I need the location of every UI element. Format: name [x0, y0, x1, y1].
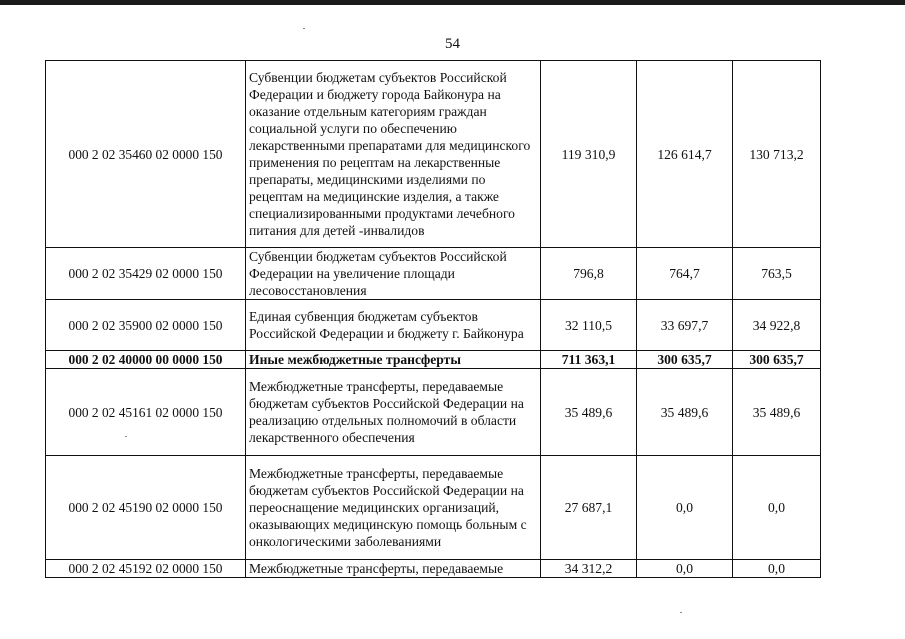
- value-year-2: 33 697,7: [637, 300, 733, 351]
- budget-table: [45, 60, 821, 578]
- budget-code: 000 2 02 45190 02 0000 150: [46, 456, 246, 560]
- item-name: Субвенции бюджетам субъектов Российской Федерации и бюджету города Байконура на оказание отдельным категориям граждан социальной услуги по обеспечению лекарственными препаратами для медицинского применения по рецептам на лекарственные препараты, медицинскими изделиями по рецептам на медицинские изделия, а также специализированными продуктами лечебного питания для детей -инвалидов: [246, 61, 541, 248]
- value-year-2: 35 489,6: [637, 369, 733, 456]
- value-year-3: 130 713,2: [733, 61, 821, 248]
- value-year-1: 32 110,5: [541, 300, 637, 351]
- table-row: [46, 369, 821, 456]
- budget-code: 000 2 02 35460 02 0000 150: [46, 61, 246, 248]
- table-row: [46, 248, 821, 300]
- table-row: [46, 560, 821, 578]
- item-name: Единая субвенция бюджетам субъектов Российской Федерации и бюджету г. Байконура: [246, 300, 541, 351]
- table-row-total: [46, 351, 821, 369]
- scan-speck: [303, 28, 305, 29]
- item-name: Субвенции бюджетам субъектов Российской Федерации на увеличение площади лесовосстановления: [246, 248, 541, 300]
- value-year-3: 35 489,6: [733, 369, 821, 456]
- item-name: Иные межбюджетные трансферты: [246, 351, 541, 369]
- value-year-1: 119 310,9: [541, 61, 637, 248]
- scan-top-edge: [0, 0, 905, 5]
- value-year-3: 0,0: [733, 456, 821, 560]
- item-name: Межбюджетные трансферты, передаваемые бюджетам субъектов Российской Федерации на реализацию отдельных полномочий в области лекарственного обеспечения: [246, 369, 541, 456]
- value-year-1: 711 363,1: [541, 351, 637, 369]
- table-row: [46, 456, 821, 560]
- page-number: 54: [445, 36, 460, 52]
- value-year-1: 34 312,2: [541, 560, 637, 578]
- value-year-3: 34 922,8: [733, 300, 821, 351]
- value-year-3: 300 635,7: [733, 351, 821, 369]
- budget-code: 000 2 02 35429 02 0000 150: [46, 248, 246, 300]
- budget-code: 000 2 02 40000 00 0000 150: [46, 351, 246, 369]
- value-year-2: 126 614,7: [637, 61, 733, 248]
- value-year-1: 27 687,1: [541, 456, 637, 560]
- item-name: Межбюджетные трансферты, передаваемые бюджетам субъектов Российской Федерации на переоснащение медицинских организаций, оказывающих медицинскую помощь больным с онкологическими заболеваниями: [246, 456, 541, 560]
- table-row: [46, 61, 821, 248]
- item-name: Межбюджетные трансферты, передаваемые: [246, 560, 541, 578]
- budget-code: 000 2 02 45161 02 0000 150: [46, 369, 246, 456]
- value-year-1: 796,8: [541, 248, 637, 300]
- value-year-3: 763,5: [733, 248, 821, 300]
- value-year-2: 0,0: [637, 560, 733, 578]
- value-year-2: 0,0: [637, 456, 733, 560]
- budget-code: 000 2 02 35900 02 0000 150: [46, 300, 246, 351]
- value-year-1: 35 489,6: [541, 369, 637, 456]
- value-year-3: 0,0: [733, 560, 821, 578]
- value-year-2: 300 635,7: [637, 351, 733, 369]
- table-row: [46, 300, 821, 351]
- budget-code: 000 2 02 45192 02 0000 150: [46, 560, 246, 578]
- scan-speck: [680, 612, 682, 613]
- value-year-2: 764,7: [637, 248, 733, 300]
